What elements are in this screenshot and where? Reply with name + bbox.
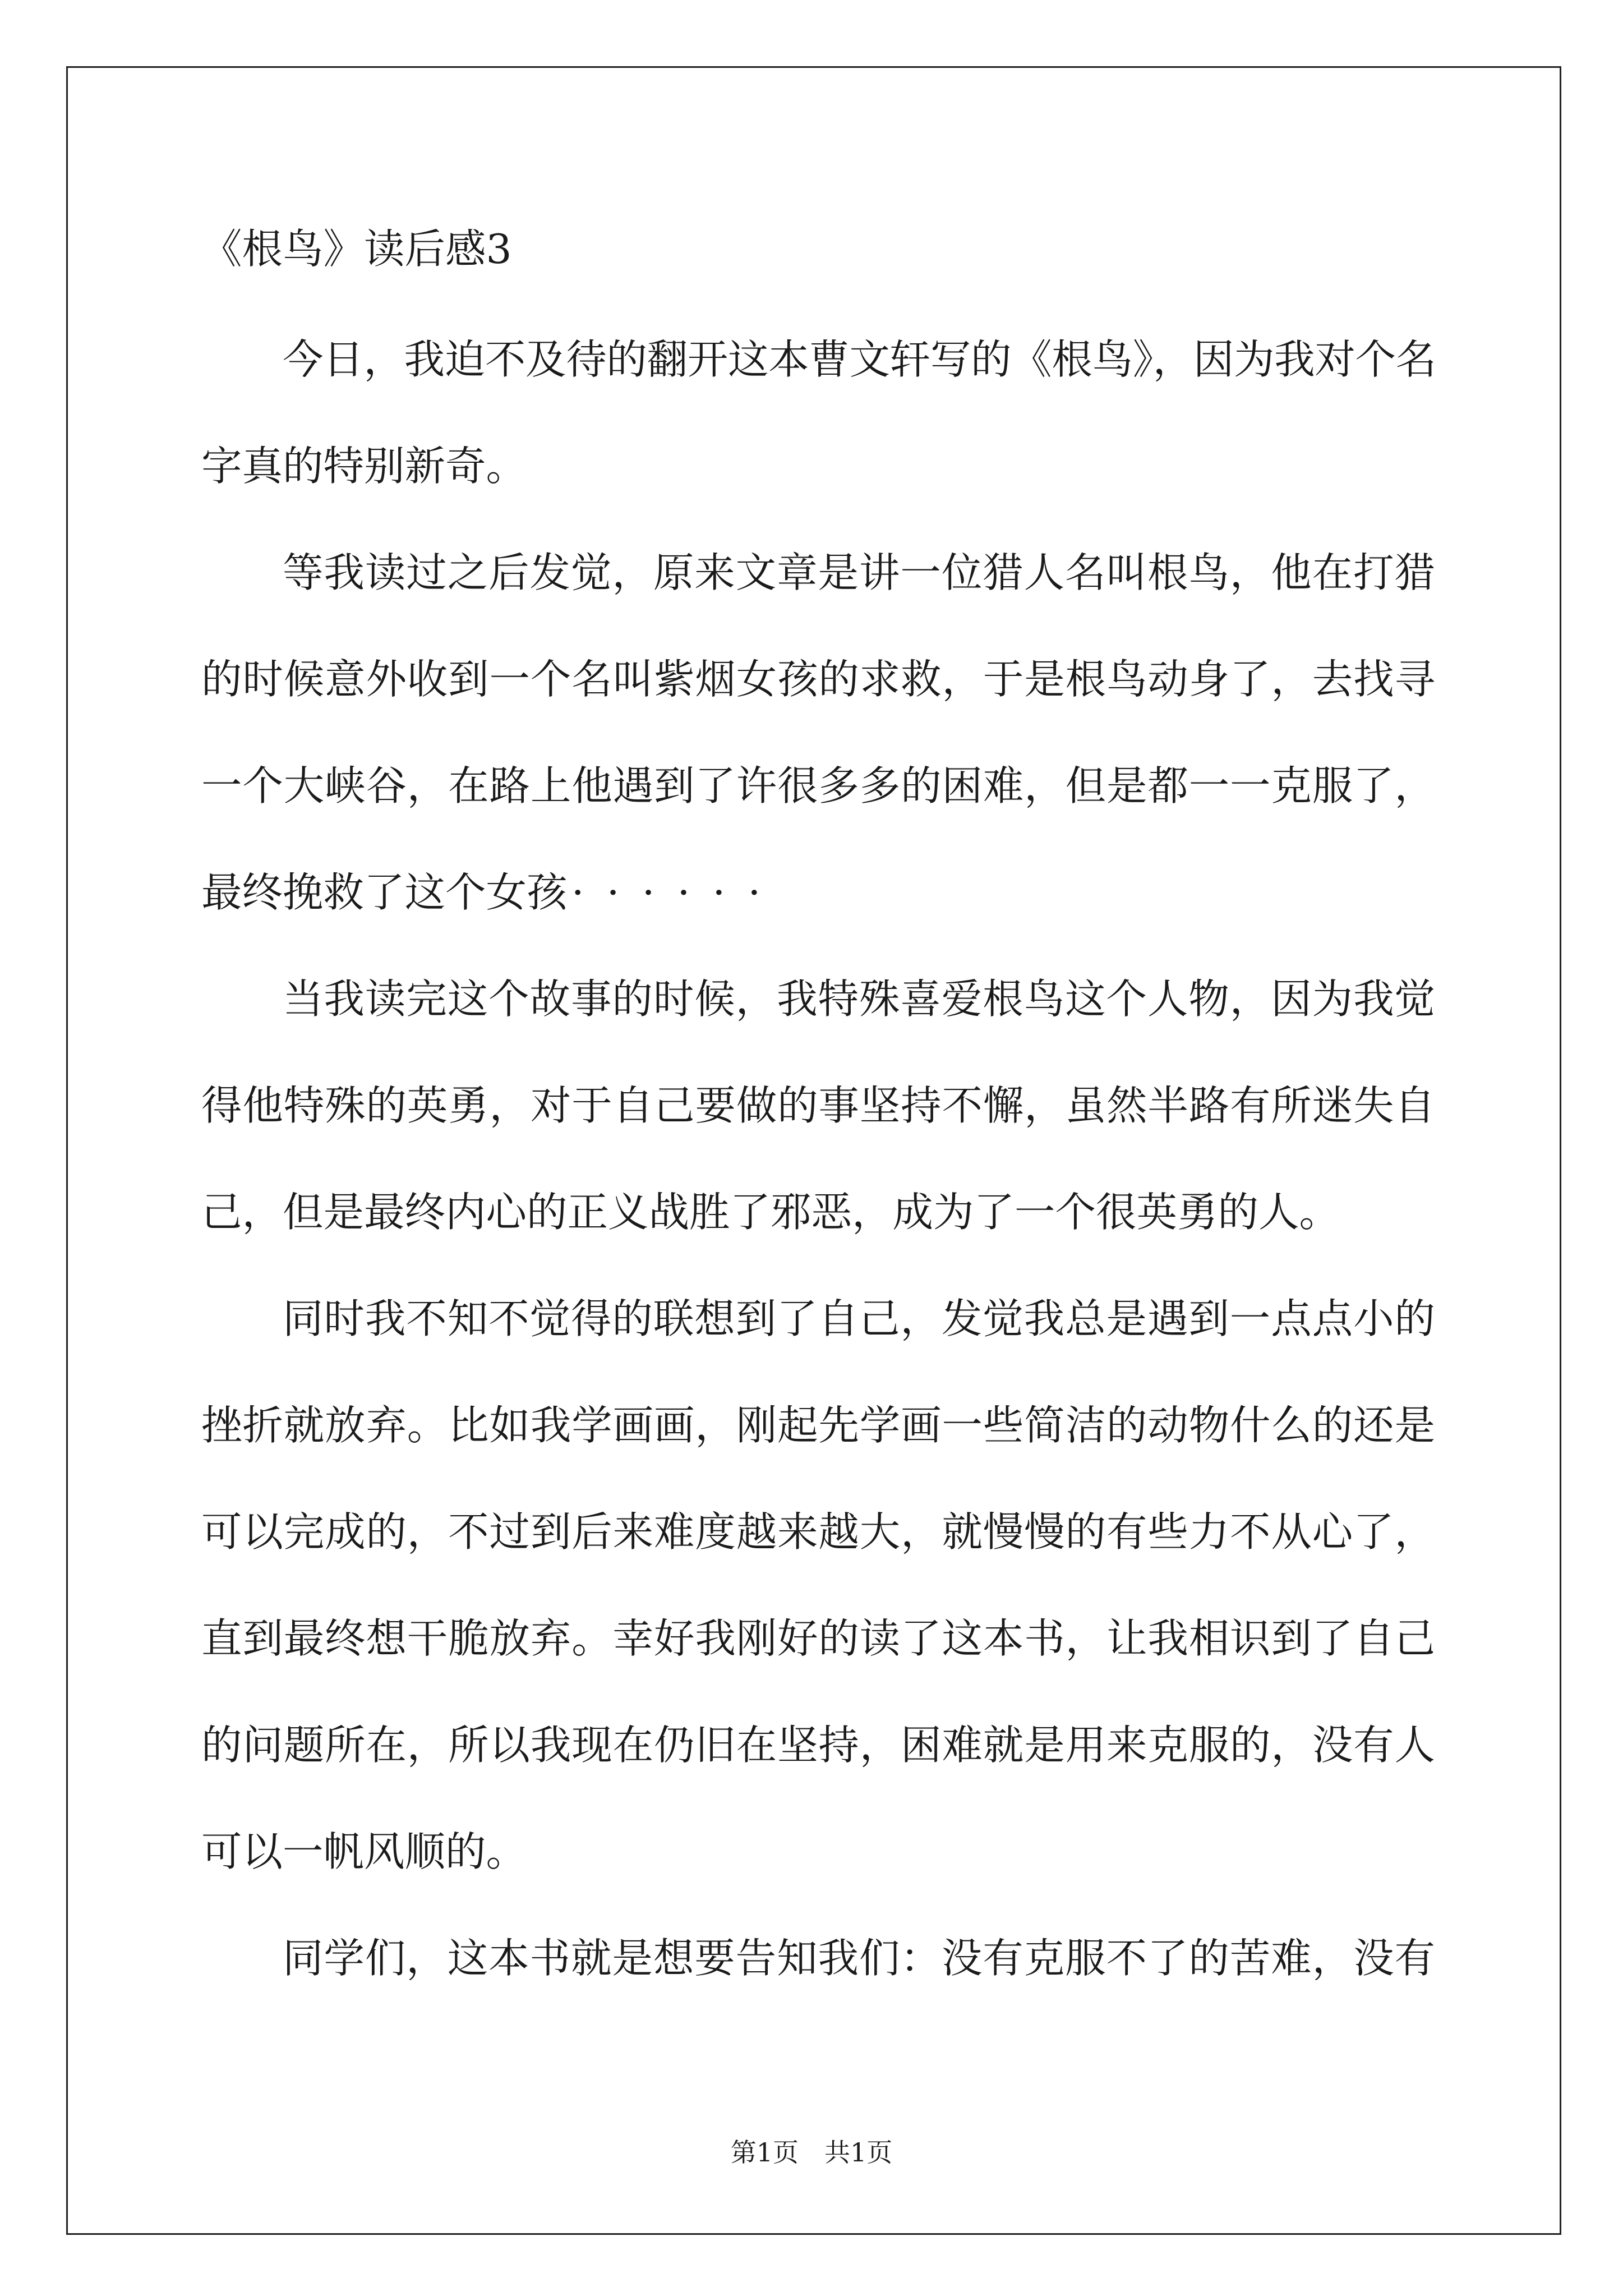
document-body [201, 307, 1435, 2012]
paragraph-line: 可以完成的，不过到后来难度越来越大，就慢慢的有些力不从心了， [201, 1509, 1435, 1556]
paragraph-5 [201, 1906, 1435, 2012]
paragraph-line: 直到最终想干脆放弃。幸好我刚好的读了这本书，让我相识到了自己 [201, 1616, 1435, 1663]
paragraph-line: 今日，我迫不及待的翻开这本曹文轩写的《根鸟》，因为我对个名 [283, 337, 1435, 384]
paragraph-line: 挫折就放弃。比如我学画画，刚起先学画一些简洁的动物什么的还是 [201, 1402, 1435, 1450]
page-footer: 第1页 共1页 [730, 2137, 893, 2168]
paragraph-line: 己，但是最终内心的正义战胜了邪恶，成为了一个很英勇的人。 [201, 1189, 1340, 1236]
paragraph-1 [201, 307, 1435, 520]
paragraph-line: 一个大峡谷，在路上他遇到了许很多多的困难，但是都一一克服了， [201, 763, 1435, 810]
paragraph-line: 的问题所在，所以我现在仍旧在坚持，困难就是用来克服的，没有人 [201, 1722, 1435, 1769]
paragraph-4 [201, 1266, 1435, 1906]
paragraph-line-text: 最终挽救了这个女孩 [201, 869, 568, 917]
paragraph-line: 可以一帆风顺的。 [201, 1829, 527, 1876]
paragraph-line: 的时候意外收到一个名叫紫烟女孩的求救，于是根鸟动身了，去找寻 [201, 656, 1435, 703]
paragraph-line: 同学们，这本书就是想要告知我们：没有克服不了的苦难，没有 [283, 1935, 1435, 1982]
document-title: 《根鸟》读后感3 [201, 226, 512, 273]
paragraph-line: 字真的特别新奇。 [201, 443, 527, 490]
paragraph-line: 当我读完这个故事的时候，我特殊喜爱根鸟这个人物，因为我觉 [283, 976, 1435, 1023]
paragraph-3 [201, 946, 1435, 1266]
paragraph-line: 同时我不知不觉得的联想到了自己，发觉我总是遇到一点点小的 [283, 1296, 1435, 1343]
paragraph-line: 得他特殊的英勇，对于自己要做的事坚持不懈，虽然半路有所迷失自 [201, 1083, 1435, 1130]
paragraph-line-with-dots [201, 840, 1435, 946]
ellipsis-dots: ······ [571, 869, 783, 917]
paragraph-line: 等我读过之后发觉，原来文章是讲一位猎人名叫根鸟，他在打猎 [283, 550, 1435, 597]
paragraph-2 [201, 520, 1435, 946]
